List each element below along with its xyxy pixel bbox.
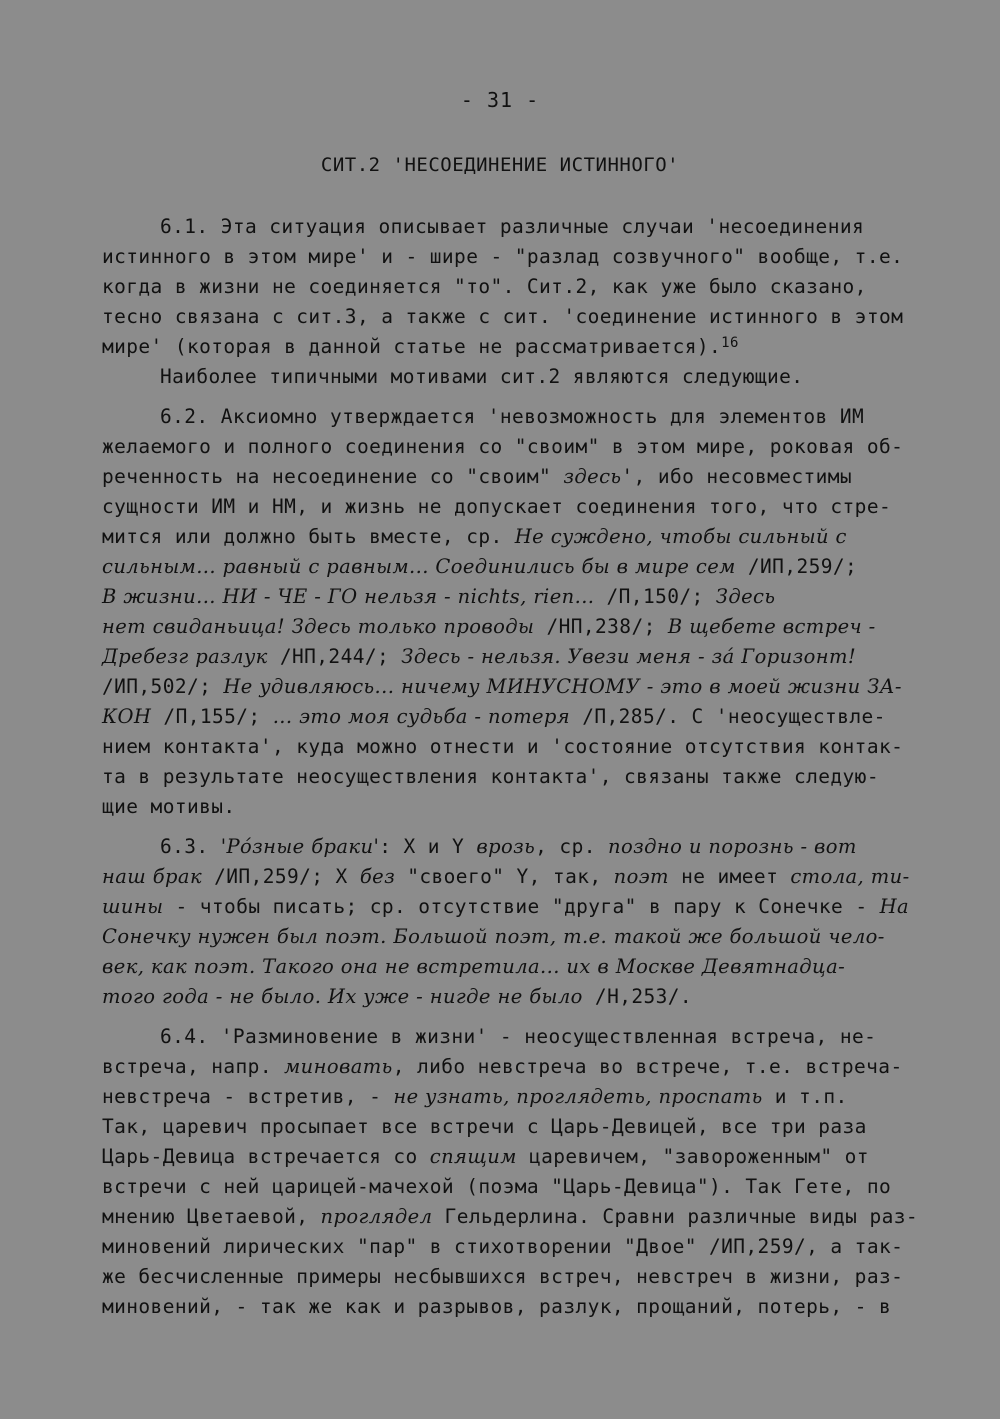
text-segment: тесно связана с сит.3, а также с сит. 'соединение истинного в этом — [102, 305, 904, 328]
text-segment: миновений лирических "пар" в стихотворении "Двое" /ИП,259/, а так- — [102, 1235, 904, 1258]
italic-quote: век, как поэт. Такого она не встретила... их в Москве Девятнадца- — [102, 955, 846, 978]
text-segment: Так, царевич просыпает все встречи с Царь-Девицей, все три раза — [102, 1115, 867, 1138]
text-line — [102, 862, 910, 892]
text-segment: ', ибо несовместимы — [621, 465, 853, 488]
text-segment: встречи с ней царицей-мачехой (поэма "Царь-Девица"). Так Гете, по — [102, 1175, 892, 1198]
text-segment: Гельдерлина. Сравни различные виды раз- — [432, 1205, 919, 1228]
text-segment: , ср. — [535, 835, 608, 858]
italic-quote: На — [879, 895, 910, 918]
italic-quote: поздно и порознь - вот — [608, 835, 857, 858]
text-segment: сущности ИМ и НМ, и жизнь не допускает соединения того, что стре- — [102, 495, 892, 518]
italic-quote: без — [359, 865, 396, 888]
text-line — [102, 302, 903, 332]
text-segment: /П,150/; — [594, 585, 716, 608]
text-line — [102, 732, 903, 762]
italic-quote: поэт — [613, 865, 669, 888]
text-segment: 6.1. Эта ситуация описывает различные случаи 'несоединения — [160, 215, 865, 238]
text-line — [102, 922, 885, 952]
text-segment: желаемого и полного соединения со "своим" в этом мире, роковая об- — [102, 435, 904, 458]
italic-quote: того года - не было. Их уже - нигде не было — [102, 985, 583, 1008]
text-segment: мире' (которая в данной статье не рассматривается). — [102, 335, 722, 358]
text-segment: истинного в этом мире' и - шире - "разлад созвучного" вообще, т.е. — [102, 245, 904, 268]
text-line — [160, 362, 803, 392]
text-segment: мится или должно быть вместе, ср. — [102, 525, 515, 548]
text-line — [102, 982, 692, 1012]
text-line — [102, 642, 856, 672]
text-line — [102, 522, 847, 552]
text-segment: : X и Y — [379, 835, 477, 858]
text-line — [102, 1082, 848, 1112]
text-line — [102, 332, 739, 362]
italic-quote: Не суждено, чтобы сильный с — [514, 525, 847, 548]
text-line — [160, 1022, 876, 1052]
text-segment: и т.п. — [762, 1085, 848, 1108]
text-line — [102, 952, 845, 982]
text-line — [102, 1232, 903, 1262]
text-line — [102, 1052, 903, 1082]
italic-quote: Не удивляюсь... ничему МИНУСНОМУ - это в моей жизни ЗА- — [223, 675, 902, 698]
italic-quote: Здесь - нельзя. Увези меня - за́ Горизонт! — [401, 645, 857, 668]
text-segment: /НП,238/; — [534, 615, 668, 638]
text-segment: /ИП,259/; X — [202, 865, 360, 888]
italic-quote: нет свиданьица! Здесь только проводы — [102, 615, 535, 638]
italic-quote: спящим — [429, 1145, 517, 1168]
text-segment: /ИП,259/; — [735, 555, 858, 578]
text-segment: же бесчисленные примеры несбывшихся встреч, невстреч в жизни, раз- — [102, 1265, 904, 1288]
italic-quote: 'Ро́зные браки' — [220, 835, 380, 858]
text-line — [102, 582, 775, 612]
italic-quote: врозь — [476, 835, 536, 858]
text-line — [102, 1172, 891, 1202]
text-line — [102, 792, 236, 822]
text-segment: /Н,253/. — [582, 985, 693, 1008]
text-segment: невстреча - встретив, - — [102, 1085, 394, 1108]
text-line — [102, 1142, 869, 1172]
text-segment: царевичем, "завороженным" от — [516, 1145, 869, 1168]
text-segment: нием контакта', куда можно отнести и 'состояние отсутствия контак- — [102, 735, 904, 758]
italic-quote: проглядел — [320, 1205, 433, 1228]
text-line — [102, 762, 879, 792]
italic-quote: здесь — [563, 465, 622, 488]
italic-quote: не узнать, проглядеть, проспать — [393, 1085, 763, 1108]
text-line — [102, 242, 903, 272]
text-segment: "своего" Y, так, — [395, 865, 614, 888]
italic-quote: В жизни... НИ - ЧЕ - ГО нельзя - nichts, rien... — [102, 585, 595, 608]
text-line — [102, 432, 903, 462]
text-segment: /НП,244/; — [267, 645, 402, 668]
text-segment: - чтобы писать; ср. отсутствие "друга" в пару к Сонечке - — [163, 895, 880, 918]
text-line — [102, 672, 902, 702]
text-line — [102, 462, 852, 492]
text-segment: миновений, - так же как и разрывов, разлук, прощаний, потерь, - в — [102, 1295, 892, 1318]
text-line — [102, 492, 891, 522]
text-segment: реченность на несоединение со "своим" — [102, 465, 564, 488]
italic-quote: КОН — [102, 705, 152, 728]
italic-quote: стола, ти- — [790, 865, 910, 888]
text-line — [102, 1262, 903, 1292]
italic-quote: Сонечку нужен был поэт. Большой поэт, т.е. такой же большой чело- — [102, 925, 885, 948]
text-segment: встреча, напр. — [102, 1055, 285, 1078]
italic-quote: сильным... равный с равным... Соединились бы в мире сем — [102, 555, 736, 578]
text-line — [160, 212, 864, 242]
text-segment: /ИП,502/; — [102, 675, 224, 698]
italic-quote: миновать — [284, 1055, 393, 1078]
italic-quote: наш брак — [102, 865, 202, 888]
text-segment: Наиболее типичными мотивами сит.2 являются следующие. — [160, 365, 804, 388]
italic-quote: ... это моя судьба - потеря — [272, 705, 571, 728]
text-segment: когда в жизни не соединяется "то". Сит.2, как уже было сказано, — [102, 275, 867, 298]
italic-quote: Здесь — [715, 585, 776, 608]
text-segment: , либо невстреча во встрече, т.е. встреча- — [392, 1055, 903, 1078]
text-line — [102, 702, 886, 732]
italic-quote: В щебете встреч - — [667, 615, 876, 638]
text-segment: 6.2. Аксиомно утверждается 'невозможность для элементов ИМ — [160, 405, 865, 428]
section-title: СИТ.2 'НЕСОЕДИНЕНИЕ ИСТИННОГО' — [320, 154, 680, 176]
text-segment: не имеет — [668, 865, 791, 888]
text-segment: 6.3. — [160, 835, 221, 858]
text-line — [102, 892, 909, 922]
text-line — [160, 402, 864, 432]
text-line — [102, 272, 867, 302]
page-number: - 31 - — [460, 88, 540, 112]
text-segment: та в результате неосуществления контакта', связаны также следую- — [102, 765, 879, 788]
text-segment: 6.4. 'Разминовение в жизни' - неосуществленная встреча, не- — [160, 1025, 877, 1048]
footnote-marker: 16 — [721, 335, 739, 351]
italic-quote: шины — [102, 895, 164, 918]
text-line — [102, 1202, 918, 1232]
text-segment: /П,155/; — [151, 705, 273, 728]
text-line — [102, 552, 857, 582]
text-line — [102, 1292, 891, 1322]
text-segment: мнению Цветаевой, — [102, 1205, 321, 1228]
text-line — [102, 612, 876, 642]
text-segment: /П,285/. С 'неосуществле- — [570, 705, 886, 728]
italic-quote: Дребезг разлук — [102, 645, 268, 668]
text-line — [102, 1112, 867, 1142]
text-segment: щие мотивы. — [102, 795, 236, 818]
text-line — [160, 832, 857, 862]
text-segment: Царь-Девица встречается со — [102, 1145, 430, 1168]
